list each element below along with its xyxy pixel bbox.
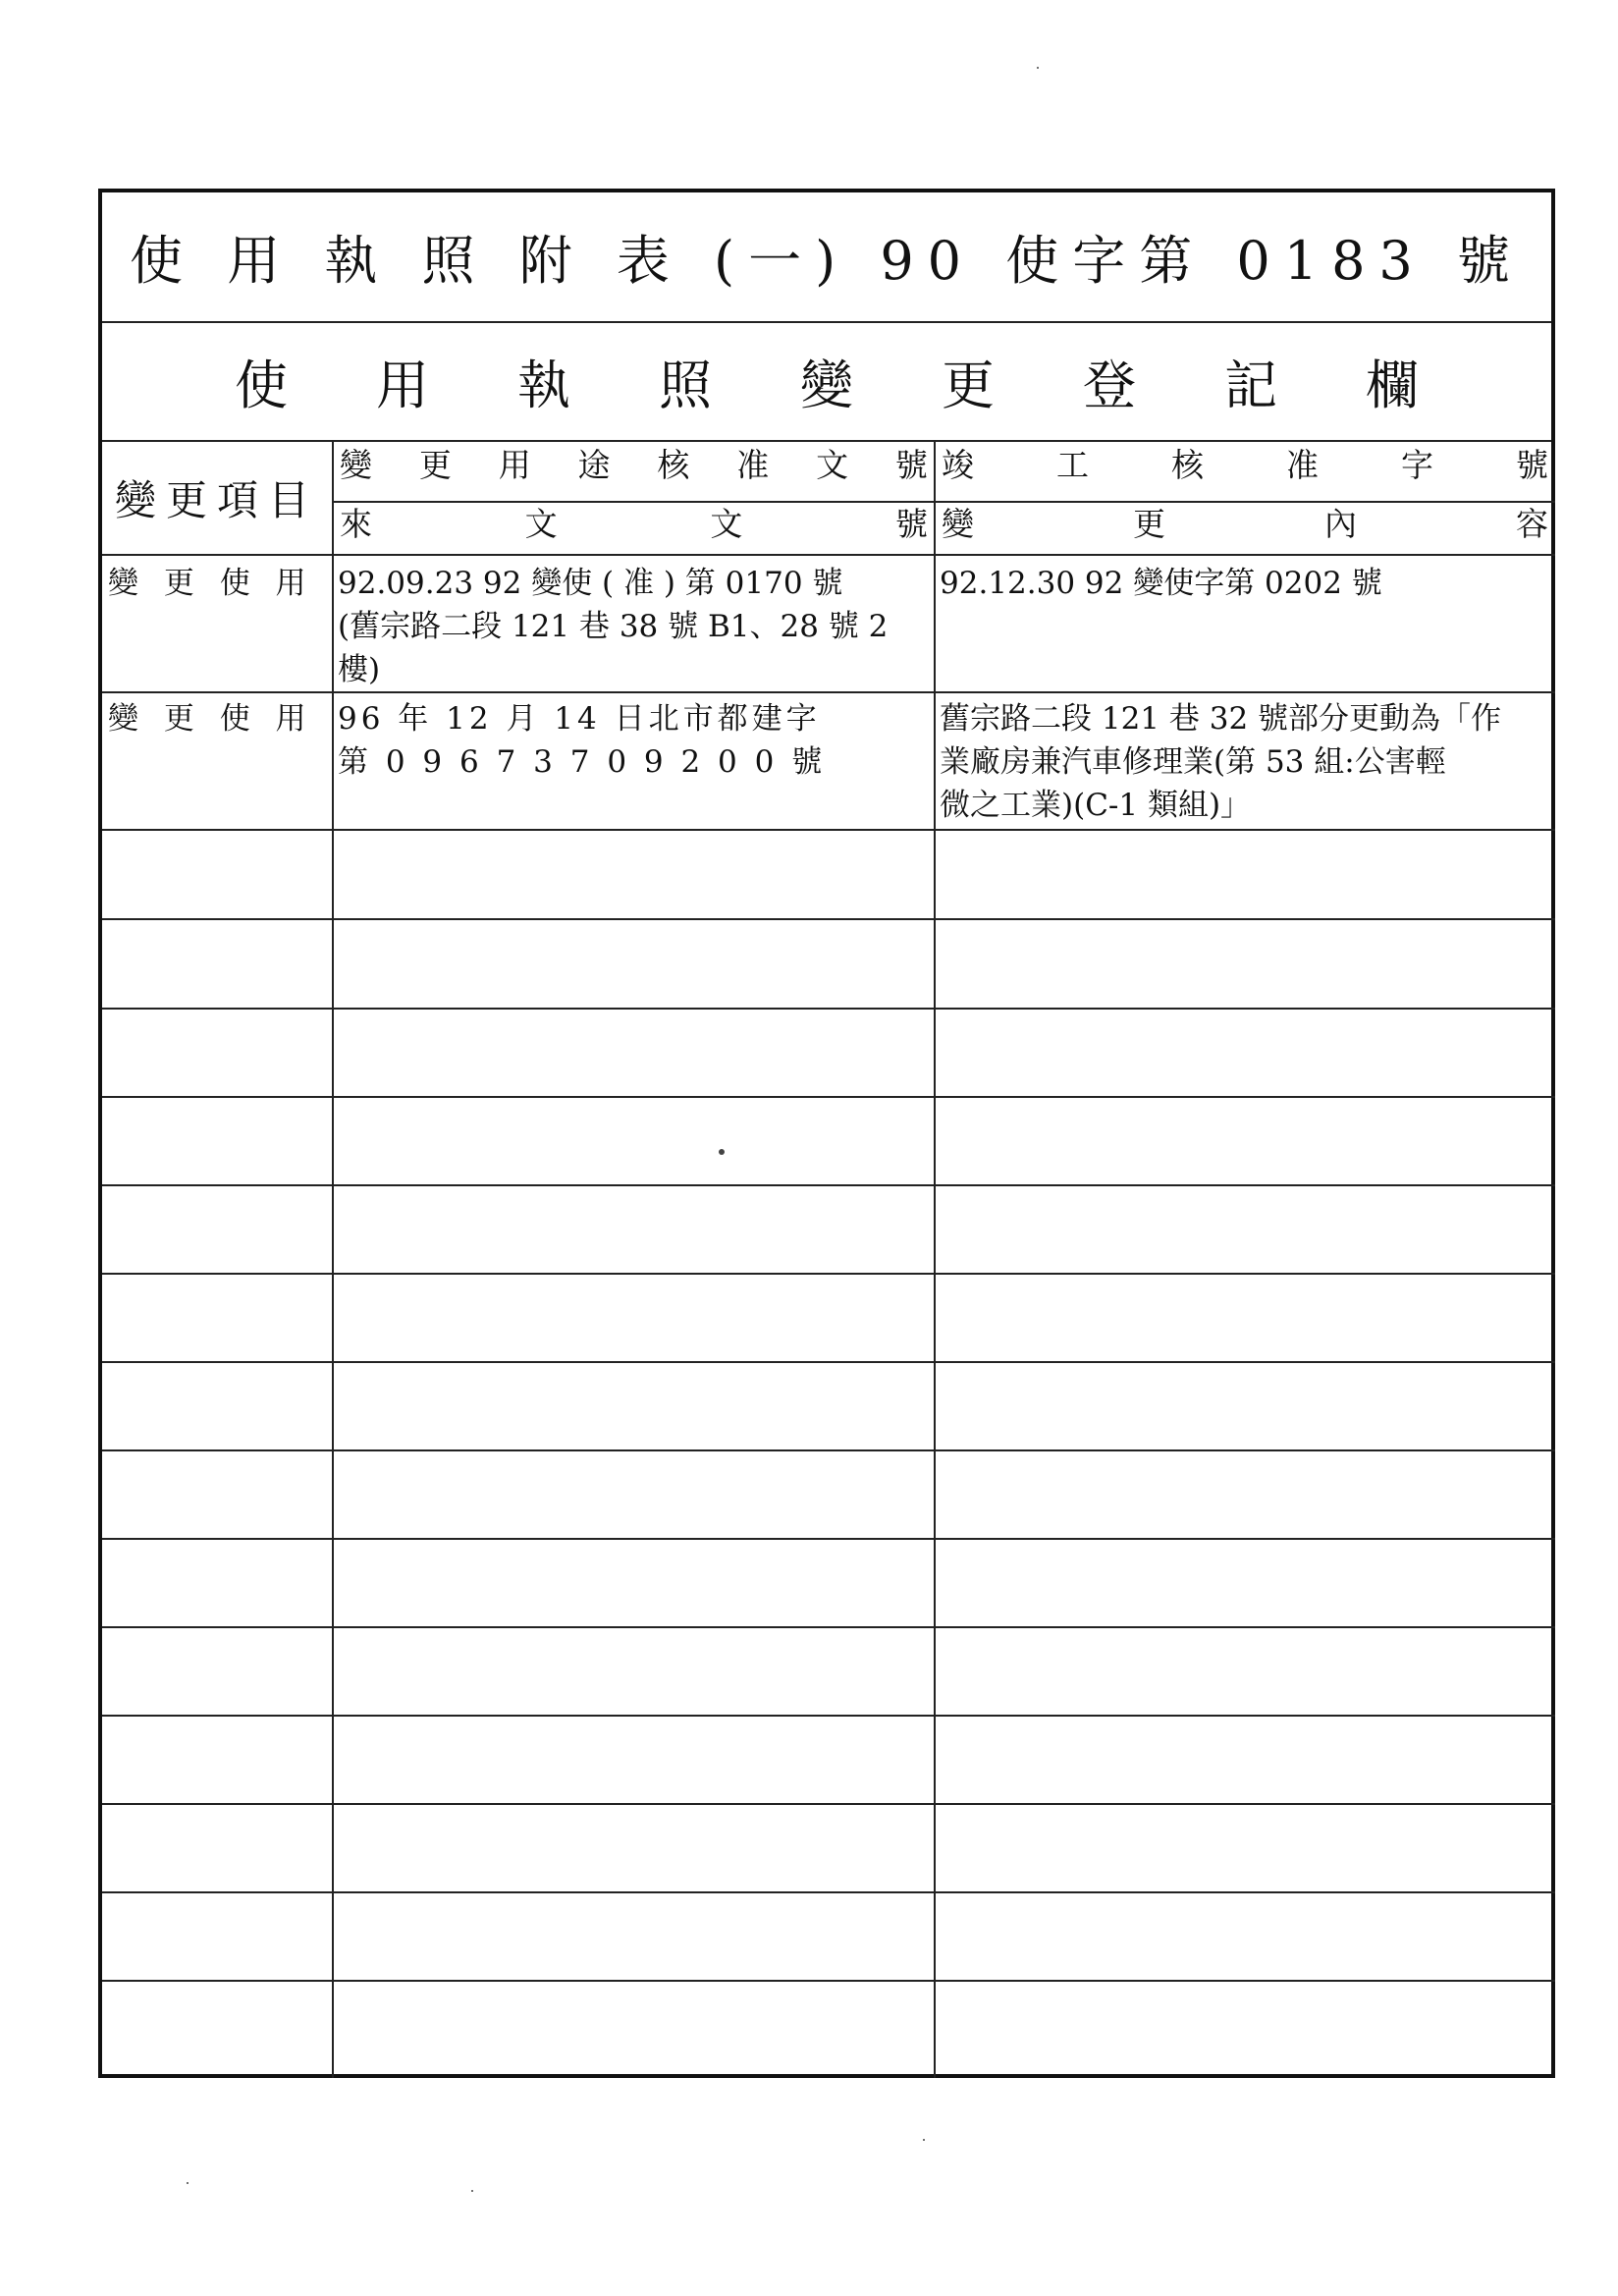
row-completion-text [940, 562, 1550, 605]
header-bottom-line [102, 554, 1555, 556]
scan-speck [719, 1149, 725, 1155]
header-char: 變 [942, 505, 974, 543]
header-char: 號 [894, 505, 928, 543]
header-char: 工 [1056, 446, 1089, 484]
row-divider [102, 1008, 1555, 1010]
row-approval-text [338, 562, 931, 691]
text-line: 業廠房兼汽車修理業(第 53 組:公害輕 [940, 744, 1446, 780]
column-divider [934, 442, 936, 2078]
header-col2-bottom [334, 505, 934, 554]
header-char: 內 [1324, 505, 1357, 543]
header-char: 字 [1401, 446, 1433, 484]
page-title: 使 用 執 照 附 表 (一) 90 使字第 0183 號 [130, 230, 1524, 292]
text-line: 舊宗路二段 121 巷 32 號部分更動為「作 [940, 701, 1502, 737]
subtitle-row [102, 323, 1551, 442]
column-divider [332, 442, 334, 2078]
header-char: 更 [1133, 505, 1165, 543]
header-col2-top [334, 446, 934, 499]
header-char: 文 [816, 446, 849, 484]
subtitle-char: 用 [376, 355, 429, 416]
header-char: 准 [736, 446, 770, 484]
header-char: 來 [340, 505, 372, 543]
header-char: 號 [1516, 446, 1548, 484]
header-char: 核 [657, 446, 690, 484]
subtitle-char: 登 [1083, 355, 1136, 416]
header-char: 文 [710, 505, 743, 543]
text-line: (舊宗路二段 121 巷 38 號 B1、28 號 2 [338, 609, 889, 644]
scan-speck [923, 2139, 925, 2141]
row-divider [102, 1715, 1555, 1717]
row-approval-text [338, 697, 931, 784]
row-divider [102, 1449, 1555, 1451]
text-line: 92.12.30 92 變使字第 0202 號 [940, 566, 1382, 601]
header-char: 准 [1286, 446, 1319, 484]
scan-speck [187, 2182, 189, 2184]
header-char: 容 [1516, 505, 1548, 543]
row-item: 變 更 使 用 [108, 701, 314, 737]
subtitle-char: 欄 [1366, 355, 1419, 416]
row-divider [102, 829, 1555, 831]
row-divider [102, 1803, 1555, 1805]
text-line: 樓) [338, 652, 381, 687]
title-row [102, 192, 1551, 323]
row-divider [102, 1361, 1555, 1363]
row-divider [102, 1184, 1555, 1186]
header-char: 號 [894, 446, 928, 484]
scan-speck [471, 2190, 473, 2192]
header-divider [332, 501, 1555, 503]
header-item-label: 變更項目 [114, 476, 319, 524]
header-col3-top [936, 446, 1554, 499]
row-item: 變 更 使 用 [108, 566, 314, 601]
row-completion-text [940, 697, 1550, 827]
row-divider [102, 691, 1555, 693]
text-line: 微之工業)(C-1 類組)」 [940, 788, 1252, 823]
row-divider [102, 1273, 1555, 1275]
header-char: 變 [340, 446, 372, 484]
text-line: 92.09.23 92 變使 ( 准 ) 第 0170 號 [338, 566, 843, 601]
header-char: 竣 [942, 446, 974, 484]
text-line: 第 0 9 6 7 3 7 0 9 2 0 0 號 [338, 744, 827, 780]
registration-table [98, 189, 1555, 2078]
text-line: 96 年 12 月 14 日北市都建字 [338, 701, 821, 737]
header-char: 文 [524, 505, 558, 543]
subtitle-char: 變 [800, 355, 853, 416]
row-divider [102, 1626, 1555, 1628]
subtitle-char: 執 [517, 355, 570, 416]
subtitle-char: 使 [235, 355, 288, 416]
row-divider [102, 1096, 1555, 1098]
header-char: 核 [1171, 446, 1204, 484]
header-char: 途 [577, 446, 611, 484]
row-divider [102, 1891, 1555, 1893]
scan-speck [1037, 67, 1039, 69]
header-char: 更 [418, 446, 452, 484]
subtitle-char: 記 [1224, 355, 1277, 416]
row-divider [102, 1538, 1555, 1540]
header-char: 用 [498, 446, 531, 484]
subtitle-char: 更 [942, 355, 995, 416]
row-divider [102, 1980, 1555, 1982]
header-item-cell [102, 442, 332, 554]
header-col3-bottom [936, 505, 1554, 554]
row-divider [102, 918, 1555, 920]
subtitle-char: 照 [659, 355, 712, 416]
